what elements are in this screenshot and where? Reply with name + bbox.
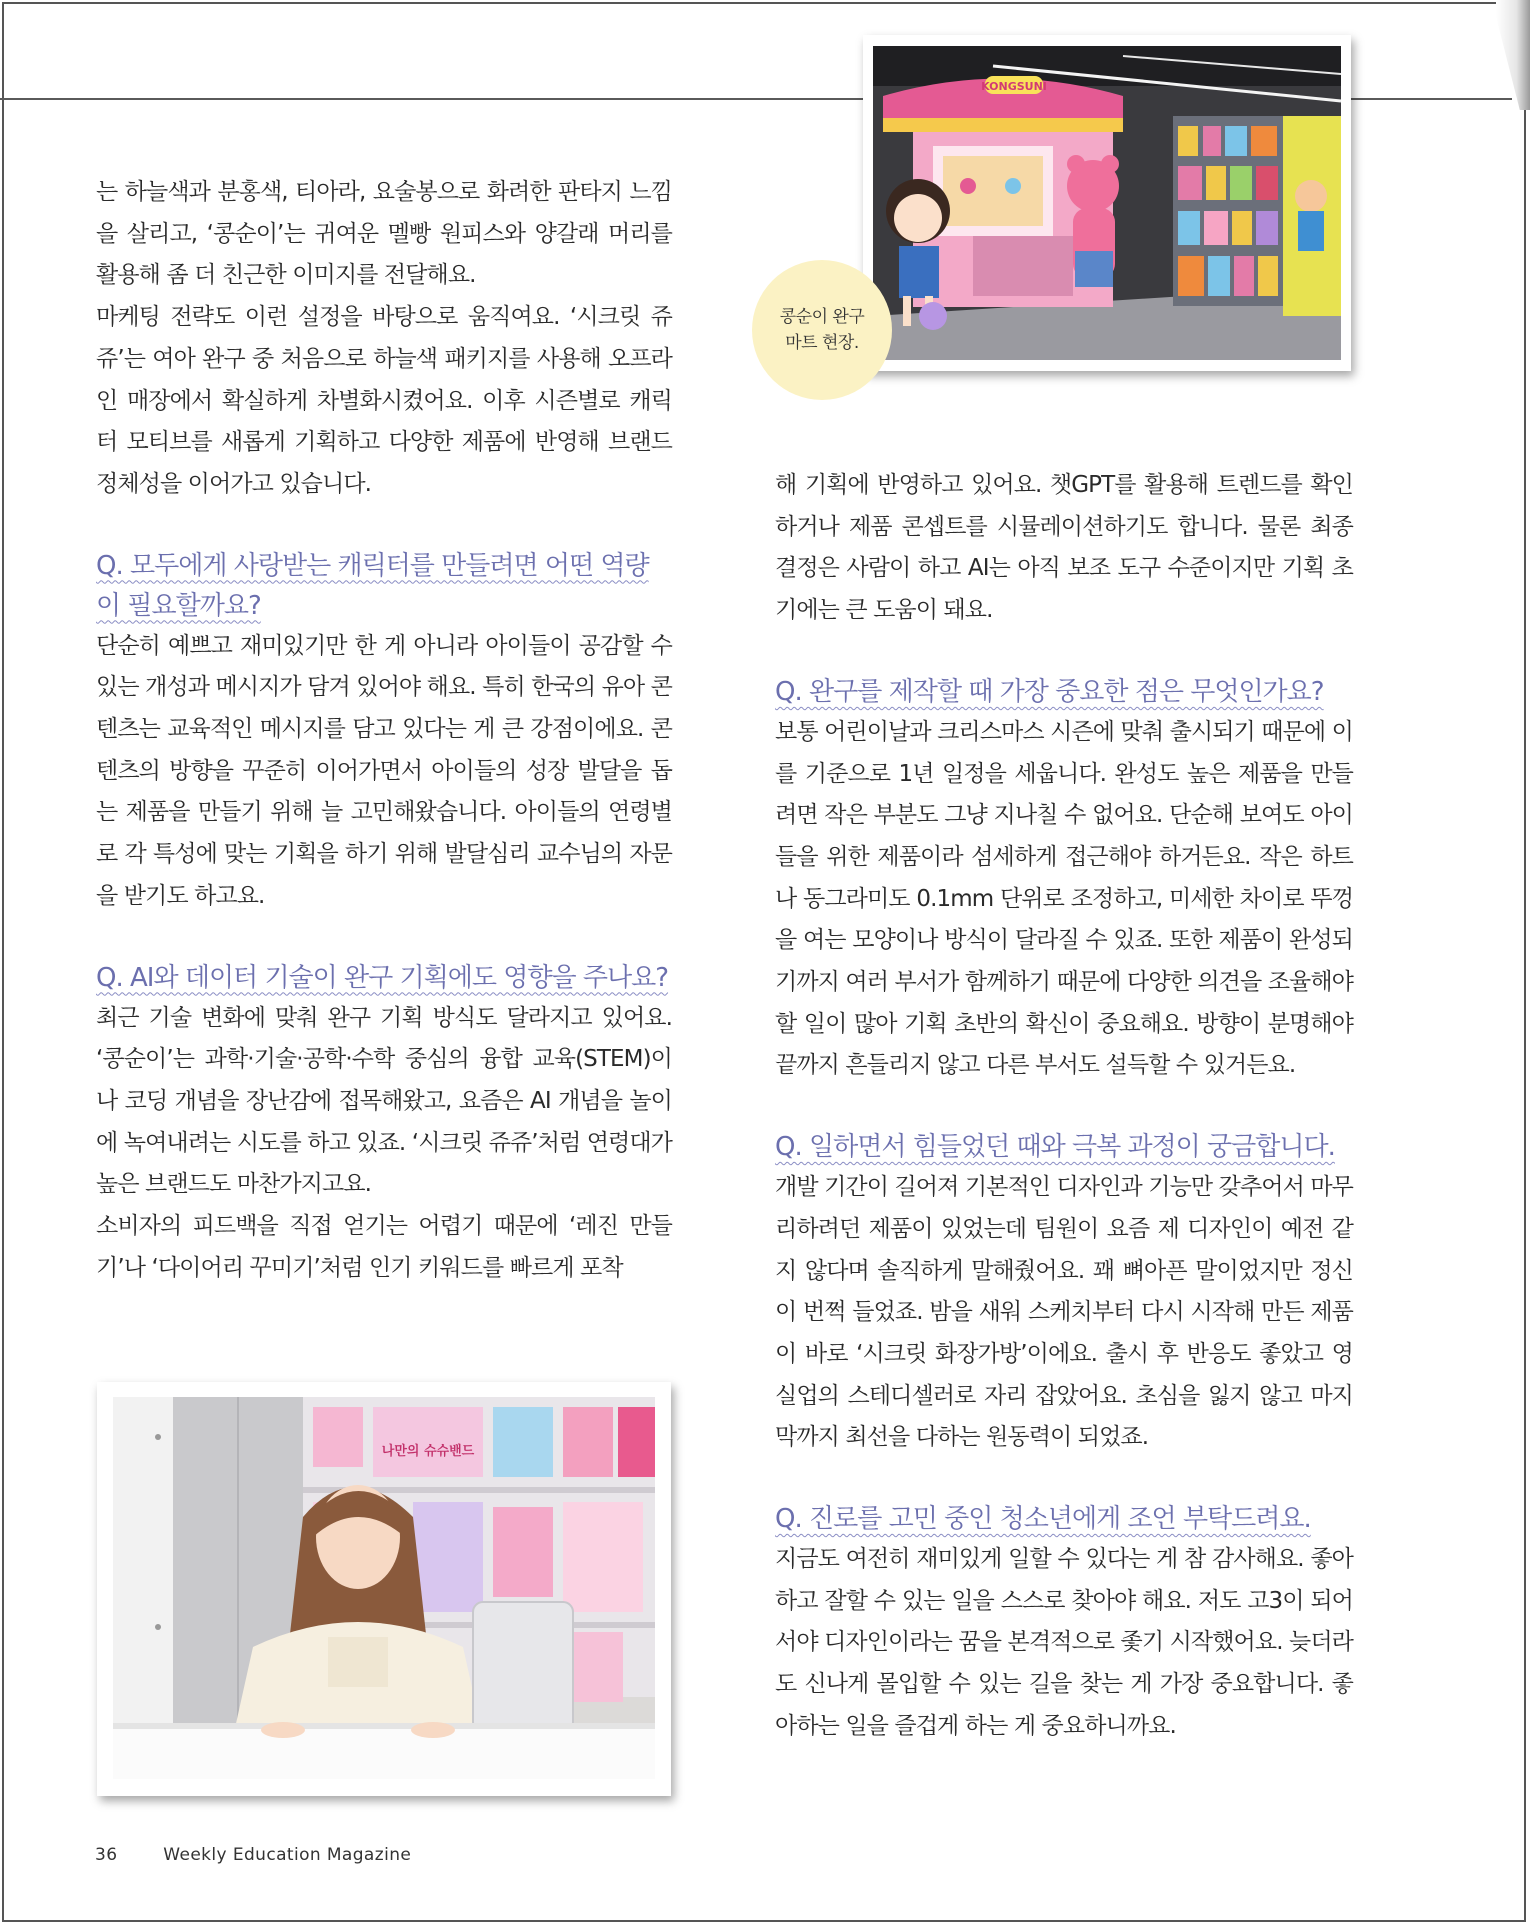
answer-paragraph-3: 보통 어린이날과 크리스마스 시즌에 맞춰 출시되기 때문에 이를 기준으로 1년 일정을 세웁니다. 완성도 높은 제품을 만들려면 작은 부분도 그냥 지나칠 수 없어요. 단순해 보여도 아이들을 위한 제품이라 섬세하게 접근해야 하거든요. 작은 하트나 동그라미도 0.1mm 단위로 조정하고, 미세한 차이로 뚜껑을 여는 모양이나 방식이 달라질 수 있죠. 또한 제품이 완성되기까지 여러 부서가 함께하기 때문에 다양한 의견을 조율해야 할 일이 많아 기획 초반의 확신이 중요해요. 방향이 분명해야 끝까지 흔들리지 않고 다른 부서도 설득할 수 있거든요.: [775, 718, 1353, 1079]
intro-paragraph-1: 는 하늘색과 분홍색, 티아라, 요술봉으로 화려한 판타지 느낌을 살리고, ‘콩순이’는 귀여운 멜빵 원피스와 양갈래 머리를 활용해 좀 더 친근한 이미지를 전달해요.: [96, 179, 672, 289]
store-photo-image: [873, 46, 1341, 360]
intro-paragraph-2: 마케팅 전략도 이런 설정을 바탕으로 움직여요. ‘시크릿 쥬쥬’는 여아 완구 중 처음으로 하늘색 패키지를 사용해 오프라인 매장에서 확실하게 차별화시켰어요. 이후 시즌별로 캐릭터 모티브를 새롭게 기획하고 다양한 제품에 반영해 브랜드 정체성을 이어가고 있습니다.: [96, 304, 672, 497]
question-heading-1: Q. 모두에게 사랑받는 캐릭터를 만들려면 어떤 역량이 필요할까요?: [96, 550, 649, 621]
question-heading-2: Q. AI와 데이터 기술이 완구 기획에도 영향을 주나요?: [96, 962, 669, 993]
left-column: [96, 172, 672, 1289]
page-number: 36: [95, 1845, 118, 1865]
answer-paragraph-2a: 최근 기술 변화에 맞춰 완구 기획 방식도 달라지고 있어요. ‘콩순이’는 과학·기술·공학·수학 중심의 융합 교육(STEM)이나 코딩 개념을 장난감에 접목해왔고, 요즘은 AI 개념을 놀이에 녹여내려는 시도를 하고 있죠. ‘시크릿 쥬쥬’처럼 연령대가 높은 브랜드도 마찬가지고요.: [96, 1004, 672, 1198]
store-scene-illustration: [873, 46, 1341, 360]
answer-paragraph-5: 지금도 여전히 재미있게 일할 수 있다는 게 참 감사해요. 좋아하고 잘할 수 있는 일을 스스로 찾아야 해요. 저도 고3이 되어서야 디자인이라는 꿈을 본격적으로 좇기 시작했어요. 늦더라도 신나게 몰입할 수 있는 길을 찾는 게 가장 중요합니다. 좋아하는 일을 즐겁게 하는 게 중요하니까요.: [775, 1546, 1353, 1739]
caption-line-1: 콩순이 완구: [779, 307, 865, 327]
answer-paragraph-2b: 소비자의 피드백을 직접 얻기는 어렵기 때문에 ‘레진 만들기’나 ‘다이어리 꾸미기’처럼 인기 키워드를 빠르게 포착: [96, 1213, 672, 1281]
photo-caption: [752, 260, 892, 400]
page-footer: [95, 1845, 411, 1865]
portrait-photo: [97, 1382, 671, 1796]
question-heading-4: Q. 일하면서 힘들었던 때와 극복 과정이 궁금합니다.: [775, 1132, 1335, 1163]
toy-box-label: 나만의 슈슈밴드: [381, 1444, 475, 1459]
magazine-name: Weekly Education Magazine: [163, 1845, 412, 1865]
portrait-photo-image: [113, 1397, 655, 1779]
answer-paragraph-1: 단순히 예쁘고 재미있기만 한 게 아니라 아이들이 공감할 수 있는 개성과 메시지가 담겨 있어야 해요. 특히 한국의 유아 콘텐츠는 교육적인 메시지를 담고 있다는 게 큰 강점이에요. 콘텐츠의 방향을 꾸준히 이어가면서 아이들의 성장 발달을 돕는 제품을 만들기 위해 늘 고민해왔습니다. 아이들의 연령별로 각 특성에 맞는 기획을 하기 위해 발달심리 교수님의 자문을 받기도 하고요.: [96, 632, 672, 909]
question-heading-3: Q. 완구를 제작할 때 가장 중요한 점은 무엇인가요?: [775, 676, 1324, 707]
continued-paragraph: 해 기획에 반영하고 있어요. 챗GPT를 활용해 트렌드를 확인하거나 제품 콘셉트를 시뮬레이션하기도 합니다. 물론 최종 결정은 사람이 하고 AI는 아직 보조 도구 수준이지만 기획 초기에는 큰 도움이 돼요.: [775, 472, 1353, 624]
right-column: [775, 465, 1353, 1748]
caption-line-2: 마트 현장.: [785, 333, 859, 353]
question-heading-5: Q. 진로를 고민 중인 청소년에게 조언 부탁드려요.: [775, 1504, 1311, 1535]
kongsuni-sign: KONGSUNI: [981, 80, 1047, 93]
answer-paragraph-4: 개발 기간이 길어져 기본적인 디자인과 기능만 갖추어서 마무리하려던 제품이 있었는데 팀원이 요즘 제 디자인이 예전 같지 않다며 솔직하게 말해줬어요. 꽤 뼈아픈 말이었지만 정신이 번쩍 들었죠. 밤을 새워 스케치부터 다시 시작해 만든 제품이 바로 ‘시크릿 화장가방’이에요. 출시 후 반응도 좋았고 영실업의 스테디셀러로 자리 잡았어요. 초심을 잃지 않고 마지막까지 최선을 다하는 원동력이 되었죠.: [775, 1174, 1353, 1451]
store-photo: [863, 35, 1351, 371]
portrait-scene-illustration: [113, 1397, 655, 1779]
